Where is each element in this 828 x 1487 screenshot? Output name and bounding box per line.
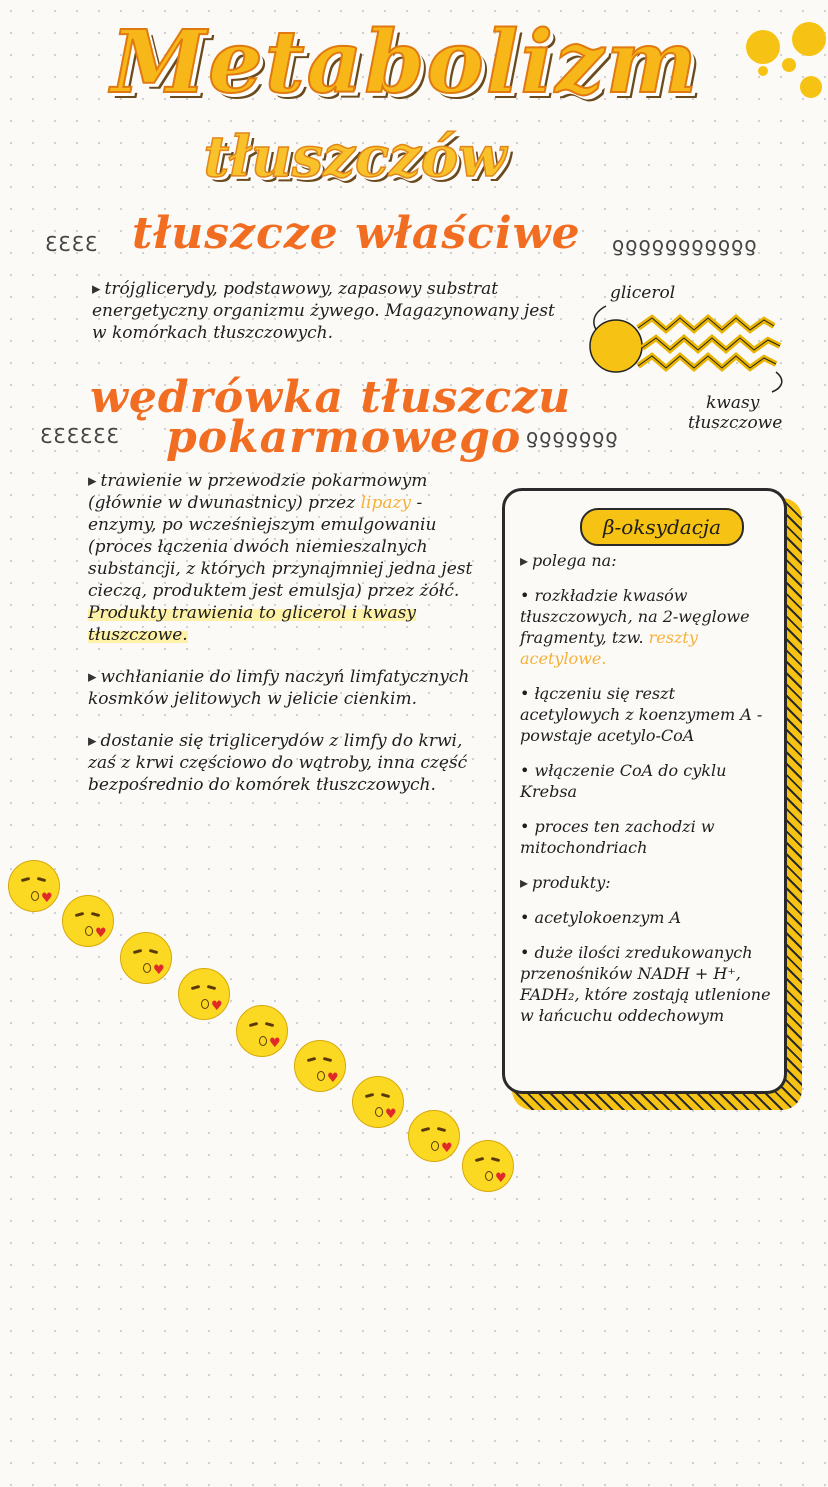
arrow-bullet-icon: ▸ xyxy=(520,873,529,892)
wave-decor-left-2: ƐƐƐƐƐƐ xyxy=(40,424,120,448)
intro-text: trójglicerydy, podstawowy, zapasowy substrat energetyczny organizmu żywego. Magazynowany jest w komórkach tłuszczowych. xyxy=(92,279,555,343)
arrow-bullet-icon: ▸ xyxy=(88,667,97,687)
decor-circle-small xyxy=(782,58,796,72)
arrow-bullet-icon: ▸ xyxy=(88,471,97,491)
page-subtitle: tłuszczów xyxy=(203,124,507,190)
page-title: Metabolizm xyxy=(110,12,700,113)
paragraph-absorption: ▸ wchłanianie do limfy naczyń limfatycznych kosmków jelitowych w jelicie cienkim. xyxy=(88,667,470,709)
decor-circle-large xyxy=(746,30,780,64)
paragraph-digestion: ▸ trawienie w przewodzie pokarmowym (głównie w dwunastnicy) przez lipazy - enzymy, po wcześniejszym emulgowaniu (proces łączenia dwóch niemieszalnych substancji, z których przynajmniej jedna jest cieczą, produktem jest emulsja) przez żółć. Produkty trawienia to glicerol i kwasy tłuszczowe. xyxy=(88,471,473,645)
wave-decor-right: ƍƍƍƍƍƍƍƍƍƍƍ xyxy=(612,232,758,256)
left-column xyxy=(88,470,486,816)
paragraph-transport: ▸ dostanie się triglicerydów z limfy do krwi, zaś z krwi częściowo do wątroby, inna część bezpośrednio do komórek tłuszczowych. xyxy=(88,731,468,795)
arrow-bullet-icon: ▸ xyxy=(88,731,97,751)
kiss-emoji-icon: ♥ xyxy=(462,1140,514,1192)
decor-circle-small-2 xyxy=(758,66,768,76)
box-produkty: ▸ produkty: xyxy=(520,873,611,892)
kiss-emoji-icon: ♥ xyxy=(352,1076,404,1128)
kiss-emoji-icon: ♥ xyxy=(120,932,172,984)
kiss-emoji-icon: ♥ xyxy=(236,1005,288,1057)
box-item-4: • proces ten zachodzi w mitochondriach xyxy=(520,817,715,857)
arrow-bullet-icon: ▸ xyxy=(92,279,101,299)
kiss-emoji-icon: ♥ xyxy=(8,860,60,912)
wave-decor-left: ƐƐƐƐ xyxy=(45,232,99,256)
decor-circle-medium xyxy=(800,76,822,98)
section-heading-journey-2: pokarmowego xyxy=(166,412,522,463)
section-heading-fats: tłuszcze właściwe xyxy=(132,208,581,259)
kiss-emoji-icon: ♥ xyxy=(294,1040,346,1092)
washi-tape-emoji-strip xyxy=(0,980,507,1487)
diagram-label-fatty-acids-1: kwasy xyxy=(706,393,760,413)
box-item-6: • duże ilości zredukowanych przenośników NADH + H⁺, FADH₂, które zostają utlenione w łańcuchu oddechowym xyxy=(520,943,771,1025)
box-item-1: • rozkładzie kwasów tłuszczowych, na 2-węglowe fragmenty, tzw. reszty acetylowe. xyxy=(520,586,750,668)
triglyceride-diagram xyxy=(586,296,796,396)
kiss-emoji-icon: ♥ xyxy=(178,968,230,1020)
lipase-term: lipazy xyxy=(360,493,412,513)
section-heading-journey-1: wędrówka tłuszczu xyxy=(90,372,572,423)
kiss-emoji-icon: ♥ xyxy=(62,895,114,947)
box-item-3: • włączenie CoA do cyklu Krebsa xyxy=(520,761,727,801)
diagram-label-glycerol: glicerol xyxy=(610,283,676,303)
box-item-2: • łączeniu się reszt acetylowych z koenzymem A - powstaje acetylo-CoA xyxy=(520,684,763,745)
box-polega: ▸ polega na: xyxy=(520,551,617,570)
box-title: β-oksydacja xyxy=(580,508,744,546)
arrow-bullet-icon: ▸ xyxy=(520,551,529,570)
kiss-emoji-icon: ♥ xyxy=(408,1110,460,1162)
intro-paragraph xyxy=(92,278,572,344)
box-item-5: • acetylokoenzym A xyxy=(520,908,682,927)
highlighted-products: Produkty trawienia to glicerol i kwasy tłuszczowe. xyxy=(88,603,417,645)
box-content xyxy=(520,550,778,1026)
decor-circle-large-2 xyxy=(792,22,826,56)
wave-decor-right-2: ƍƍƍƍƍƍƍ xyxy=(526,424,619,448)
diagram-label-fatty-acids-2: tłuszczowe xyxy=(688,413,783,433)
